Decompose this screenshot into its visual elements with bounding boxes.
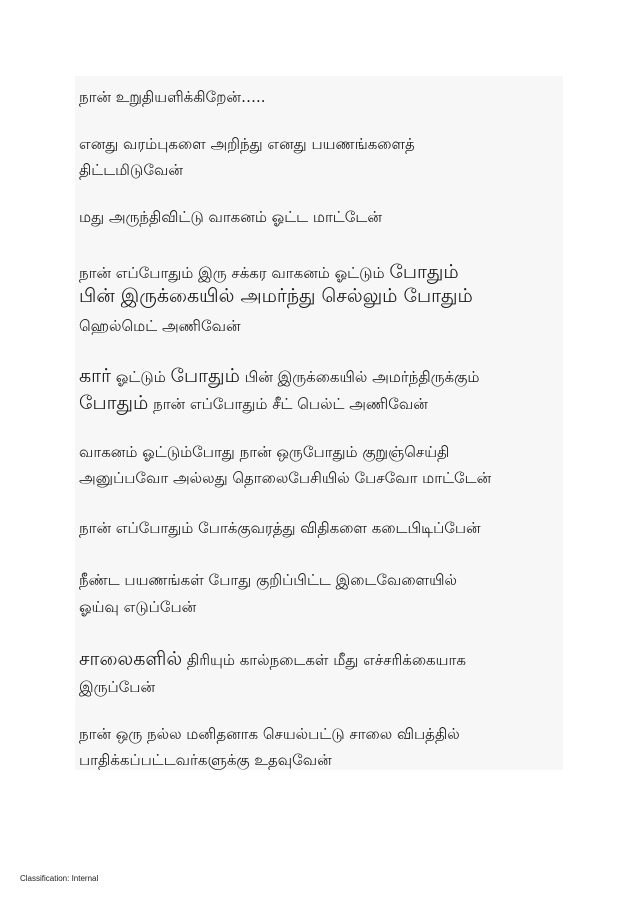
pledge-line: இருப்பேன்	[79, 678, 156, 696]
pledge-line: நீண்ட பயணங்கள் போது குறிப்பிட்ட இடைவேளையில்	[79, 571, 457, 589]
pledge-line: ஓய்வு எடுப்பேன்	[79, 598, 197, 616]
pledge-line: நான் எப்போதும் போக்குவரத்து விதிகளை கடைபிடிப்பேன்	[79, 519, 481, 537]
pledge-line: திட்டமிடுவேன்	[79, 161, 183, 179]
pledge-line: நான் ஒரு நல்ல மனிதனாக செயல்பட்டு சாலை விபத்தில்	[79, 725, 460, 743]
pledge-line: எனது வரம்புகளை அறிந்து எனது பயணங்களைத்	[79, 135, 415, 153]
pledge-line: பின் இருக்கையில் அமர்ந்து செல்லும் போதும்	[79, 285, 473, 307]
classification-label: Classification: Internal	[20, 874, 99, 883]
pledge-line: ஹெல்மெட் அணிவேன்	[79, 317, 241, 335]
pledge-line: போதும் நான் எப்போதும் சீட் பெல்ட் அணிவேன்	[79, 392, 428, 414]
pledge-line: கார் ஓட்டும் போதும் பின் இருக்கையில் அமர்ந்திருக்கும்	[79, 365, 480, 387]
pledge-line: பாதிக்கப்பட்டவர்களுக்கு உதவுவேன்	[79, 751, 332, 769]
pledge-line: அனுப்பவோ அல்லது தொலைபேசியில் பேசவோ மாட்டேன்	[79, 469, 492, 487]
pledge-heading: நான் உறுதியளிக்கிறேன்…..	[79, 88, 266, 106]
pledge-line: நான் எப்போதும் இரு சக்கர வாகனம் ஓட்டும் போதும்	[79, 261, 459, 283]
pledge-line: மது அருந்திவிட்டு வாகனம் ஓட்ட மாட்டேன்	[79, 208, 382, 226]
pledge-line: சாலைகளில் திரியும் கால்நடைகள் மீது எச்சரிக்கையாக	[79, 648, 466, 670]
pledge-line: வாகனம் ஓட்டும்போது நான் ஒருபோதும் குறுஞ்செய்தி	[79, 443, 450, 461]
